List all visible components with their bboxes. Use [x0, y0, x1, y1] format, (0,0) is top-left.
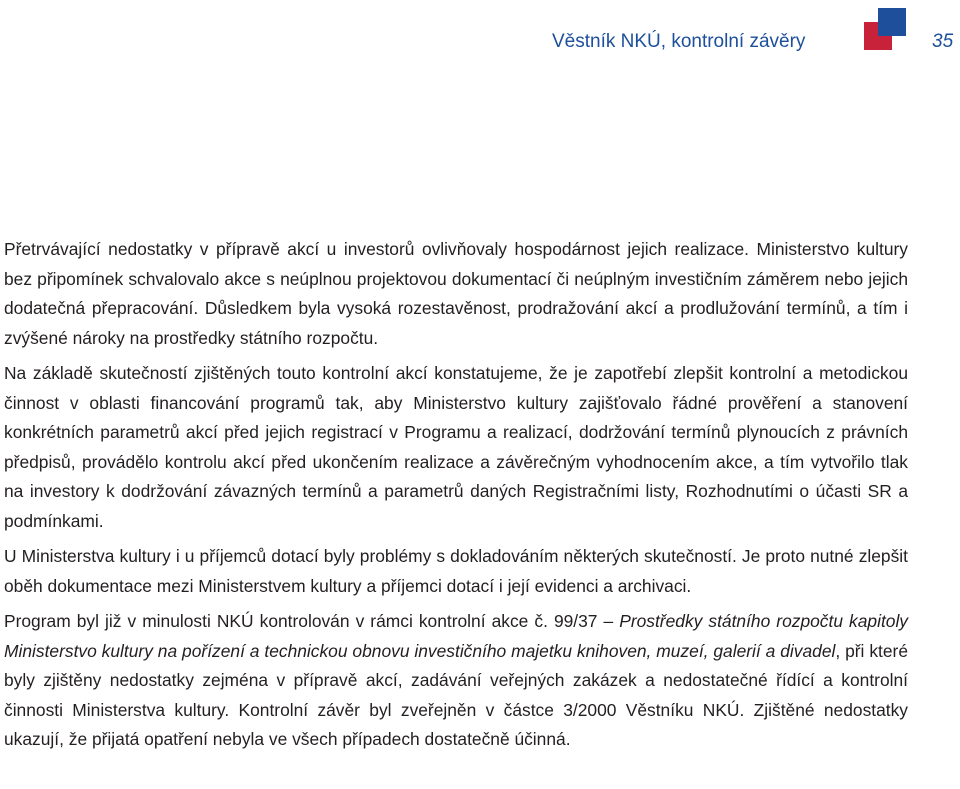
- paragraph-1: Přetrvávající nedostatky v přípravě akcí u investorů ovlivňovaly hospodárnost jejich realizace. Ministerstvo kultury bez připomínek schvalovalo akce s neúplnou projektovou dokumentací či neúplným investičním záměrem nebo jejich dodatečná přepracování. Důsledkem byla vysoká rozestavěnost, prodražování akcí a prodlužování termínů, a tím i zvýšené nároky na prostředky státního rozpočtu.: [4, 239, 908, 348]
- paragraph-4-start: Program byl již v minulosti NKÚ kontrolován v rámci kontrolní akce č. 99/37 –: [4, 611, 620, 631]
- page-header: [0, 0, 960, 60]
- paragraph-2: Na základě skutečností zjištěných touto kontrolní akcí konstatujeme, že je zapotřebí zlepšit kontrolní a metodickou činnost v oblasti financování programů tak, aby Ministerstvo kultury zajišťovalo řádné prověření a stanovení konkrétních parametrů akcí před jejich registrací v Programu a realizací, dodržování termínů plynoucích z právních předpisů, provádělo kontrolu akcí před ukončením realizace a závěrečným vyhodnocením akce, a tím vytvořilo tlak na investory k dodržování závazných termínů a parametrů daných Registračními listy, Rozhodnutími o účasti SR a podmínkami.: [4, 363, 908, 531]
- page-number: 35: [932, 31, 954, 52]
- paragraph-4-end: , při které byly zjištěny nedostatky zejména v přípravě akcí, zadávání veřejných zakázek a nedostatečné řídící a kontrolní činnosti Ministerstva kultury. Kontrolní závěr byl zveřejněn v částce 3/2000 Věstníku NKÚ. Zjištěné nedostatky ukazují, že přijatá opatření nebyla ve všech případech dostatečně účinná.: [4, 640, 908, 749]
- nku-logo-icon: [864, 8, 908, 50]
- logo-blue-square: [878, 8, 906, 36]
- running-title: Věstník NKÚ, kontrolní závěry: [552, 31, 806, 52]
- body-text: [4, 235, 908, 755]
- paragraph-3: U Ministerstva kultury i u příjemců dotací byly problémy s dokladováním některých skutečností. Je proto nutné zlepšit oběh dokumentace mezi Ministerstvem kultury a příjemci dotací i její evidenci a archivaci.: [4, 546, 908, 596]
- paragraph-4: [4, 607, 908, 755]
- paragraph-4-italic-title: Prostředky státního rozpočtu kapitoly Ministerstvo kultury na pořízení a technickou obnovu investičního majetku knihoven, muzeí, galerií a divadel: [4, 611, 909, 661]
